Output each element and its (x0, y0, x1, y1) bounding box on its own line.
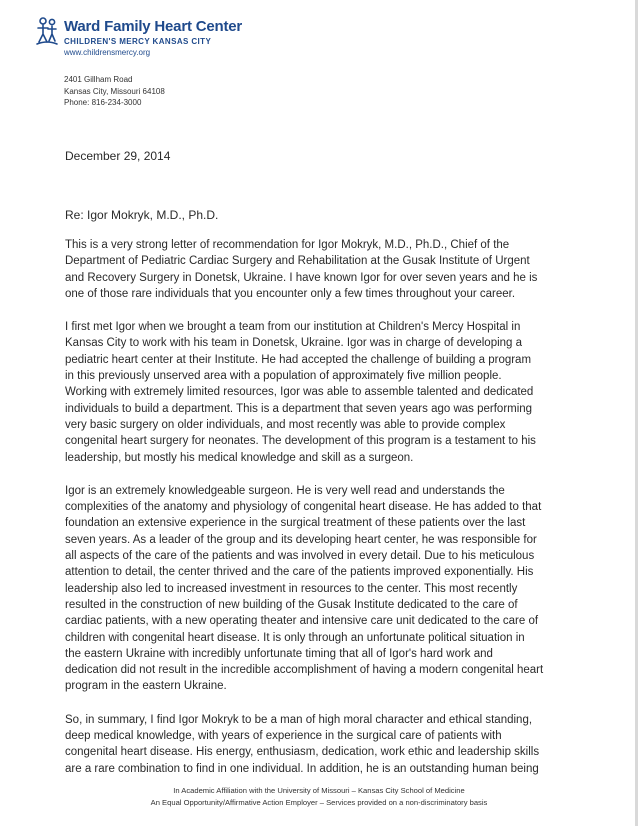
text-line: So, in summary, I find Igor Mokryk to be a man of high moral character and ethical standing, (65, 713, 533, 726)
subject-line: Re: Igor Mokryk, M.D., Ph.D. (65, 208, 219, 222)
footer-eeo-statement: An Equal Opportunity/Affirmative Action Employer – Services provided on a non-discriminatory basis (150, 798, 488, 807)
footer-affiliation: In Academic Affiliation with the University of Missouri – Kansas City School of Medicine (173, 786, 465, 795)
text-line: complexities of the anatomy and physiology of congenital heart disease. He has added to that (65, 501, 542, 514)
address-block (64, 74, 165, 109)
text-line: attention to detail, the center thrived and the care of the patients improved exponentially. His (65, 566, 534, 579)
text-line: dedication did not result in the incredible accomplishment of having a modern congenital heart (65, 664, 544, 677)
text-line: individuals to build a department. This is a department that seven years ago was performing (65, 402, 533, 415)
text-line: very basic surgery on older individuals, and most recently was able to provide complex (65, 418, 506, 431)
text-line: deep medical knowledge, with years of experience in the surgical care of patients with (65, 730, 502, 743)
body-paragraph (65, 712, 580, 777)
org-subtitle: CHILDREN'S MERCY KANSAS CITY (64, 37, 212, 46)
text-line: leadership, but mostly his medical knowledge and skill as a surgeon. (65, 451, 414, 464)
text-line: cardiac patients, with a new operating theater and intensive care unit dedicated to the care of (65, 615, 539, 628)
body-paragraph (65, 319, 580, 466)
text-line: This is a very strong letter of recommendation for Igor Mokryk, M.D., Ph.D., Chief of the (65, 239, 510, 251)
text-line: Igor is an extremely knowledgeable surgeon. He is very well read and understands the (65, 484, 505, 497)
text-line: all aspects of the care of the patients and was involved in every detail. Due to his meticulous (65, 550, 535, 563)
text-line: program in the eastern Ukraine. (65, 680, 227, 693)
address-line: 2401 Gillham Road (64, 75, 133, 84)
text-line: and Recovery Surgery in Donetsk, Ukraine. I have known Igor for over seven years and he is (65, 271, 538, 284)
text-line: Working with extremely limited resources, Igor was able to assemble talented and dedicated (65, 386, 534, 399)
body-paragraph (65, 483, 580, 695)
text-line: seven years. As a leader of the group and its developing heart center, he was responsible for (65, 533, 537, 546)
text-line: leadership also led to increased investment in resources to the center. This most recently (65, 582, 518, 595)
text-line: Kansas City to work with his team in Donetsk, Ukraine. Igor was in charge of developing a (65, 337, 523, 350)
children-figure-logo-icon (34, 16, 60, 46)
text-line: congenital heart surgery for neonates. The development of this program is a testament to his (65, 435, 536, 448)
address-phone: Phone: 816-234-3000 (64, 98, 142, 107)
org-name: Ward Family Heart Center (64, 18, 243, 35)
text-line: are a rare combination to find in one individual. In addition, he is an outstanding human being (65, 762, 539, 775)
text-line: in this previously unserved area with a population of approximately five million people. (65, 370, 502, 383)
address-line: Kansas City, Missouri 64108 (64, 86, 165, 96)
letter-date: December 29, 2014 (65, 149, 171, 163)
text-line: one of those rare individuals that you encounter only a few times throughout your career. (65, 287, 516, 300)
text-line: Department of Pediatric Cardiac Surgery and Rehabilitation at the Gusak Institute of Urgent (65, 255, 530, 268)
letterhead (34, 16, 354, 68)
text-line: pediatric heart center at their Institute. He had accepted the challenge of building a program (65, 353, 532, 366)
text-line: I first met Igor when we brought a team from our institution at Children's Mercy Hospital in (65, 321, 521, 334)
text-line: children with congenital heart disease. It is only through an unfortunate political situation in (65, 631, 525, 644)
letter-body (65, 237, 580, 794)
text-line: the eastern Ukraine with incredibly unfortunate timing that all of Igor's hard work and (65, 647, 493, 660)
text-line: foundation an extensive experience in the surgical treatment of these patients over the last (65, 517, 526, 530)
text-line: resulted in the construction of new building of the Gusak Institute dedicated to the care of (65, 598, 518, 611)
org-website: www.childrensmercy.org (64, 48, 151, 57)
footer (0, 785, 638, 809)
body-paragraph (65, 237, 580, 302)
text-line: congenital heart disease. His energy, enthusiasm, dedication, work ethic and leadership skills (65, 746, 540, 759)
